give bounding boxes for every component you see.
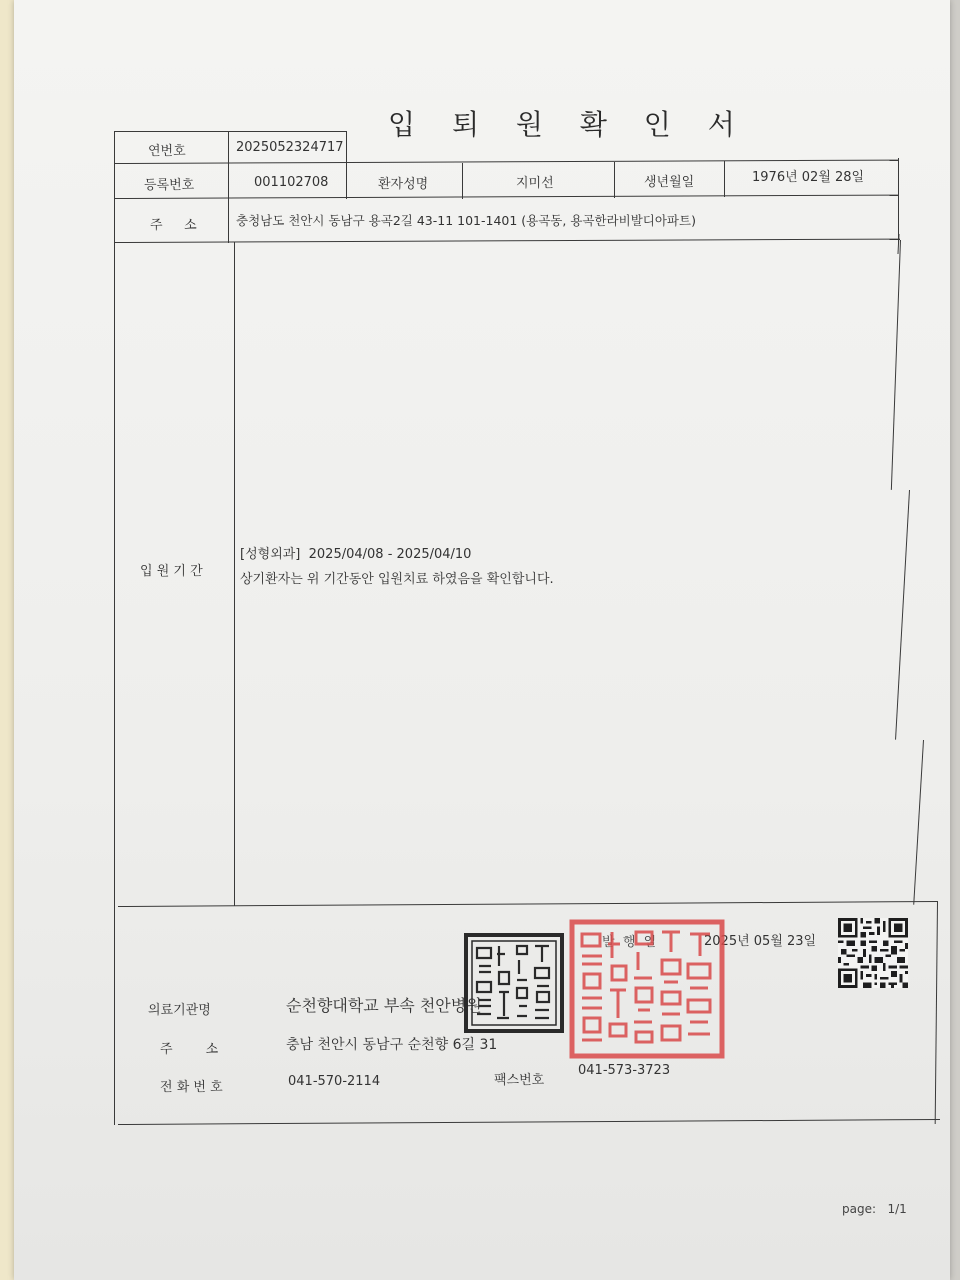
registration-value: 001102708 <box>254 175 329 190</box>
stay-dept-dates: [성형외과] 2025/04/08 - 2025/04/10 <box>240 547 472 562</box>
birth-date-label: 생년월일 <box>644 175 695 190</box>
document-title: 입 퇴 원 확 인 서 <box>388 108 749 141</box>
fax-value: 041-573-3723 <box>578 1063 671 1078</box>
serial-label: 연번호 <box>148 144 186 159</box>
rule <box>614 162 615 198</box>
rule <box>898 158 899 244</box>
fax-label: 팩스번호 <box>494 1073 545 1088</box>
serial-value: 2025052324717 <box>236 140 344 155</box>
rule <box>114 131 346 132</box>
issue-date-label: 발 행 일 <box>602 935 657 950</box>
stay-label: 입 원 기 간 <box>140 564 203 579</box>
page-number: page: 1/1 <box>842 1202 907 1216</box>
institution-label: 의료기관명 <box>148 1003 211 1018</box>
stay-confirmation-text: 상기환자는 위 기간동안 입원치료 하였음을 확인합니다. <box>240 572 554 587</box>
rule <box>234 242 235 906</box>
black-seal-stamp <box>463 932 565 1034</box>
rule <box>346 163 347 199</box>
phone-value: 041-570-2114 <box>288 1074 381 1089</box>
institution-address-label: 주 소 <box>160 1042 219 1057</box>
patient-name-label: 환자성명 <box>378 177 429 192</box>
address-label: 주 소 <box>150 218 198 233</box>
address-value: 충청남도 천안시 동남구 용곡2길 43-11 101-1401 (용곡동, 용곡한라비발디아파트) <box>236 213 696 228</box>
registration-label: 등록번호 <box>144 178 195 193</box>
issue-date-value: 2025년 05월 23일 <box>704 934 817 949</box>
red-seal-stamp <box>568 918 726 1060</box>
qr-code-icon <box>838 918 908 988</box>
rule <box>724 161 725 197</box>
phone-label: 전 화 번 호 <box>160 1080 223 1095</box>
rule <box>228 163 229 243</box>
birth-date-value: 1976년 02월 28일 <box>752 170 865 185</box>
institution-value: 순천향대학교 부속 천안병원 <box>286 996 482 1015</box>
institution-address-value: 충남 천안시 동남구 순천향 6길 31 <box>286 1037 498 1053</box>
rule <box>462 163 463 199</box>
rule <box>228 131 229 164</box>
rule <box>346 131 347 164</box>
patient-name-value: 지미선 <box>516 176 554 191</box>
rule <box>114 131 115 1125</box>
